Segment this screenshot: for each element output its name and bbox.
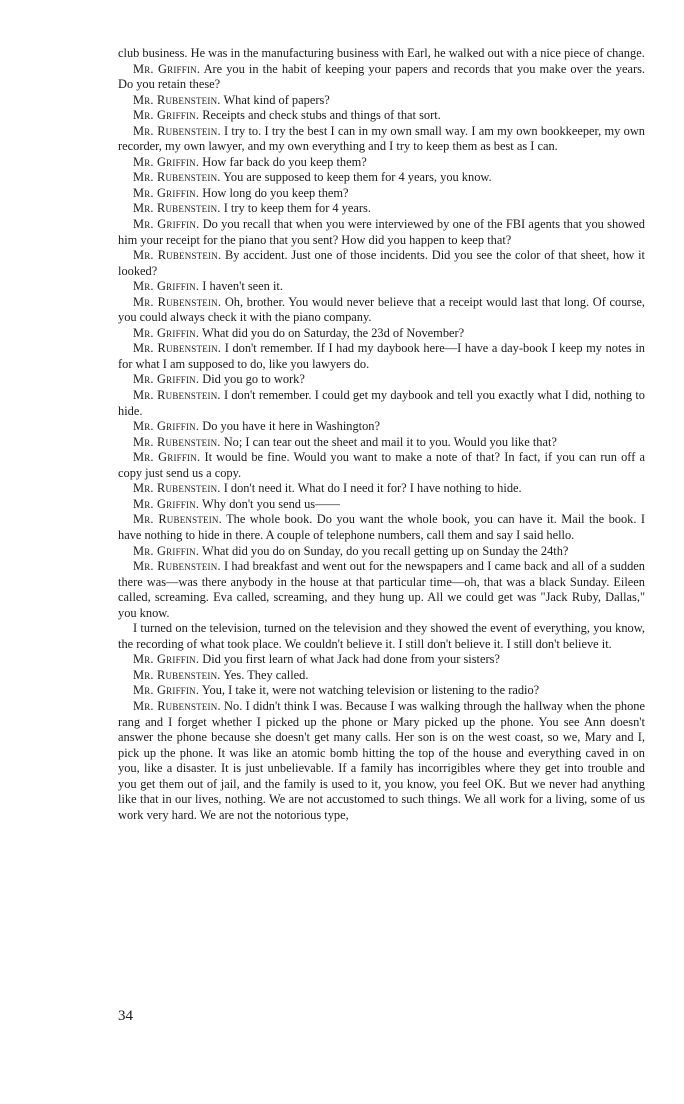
transcript-paragraph <box>118 512 645 543</box>
paragraph-text: No. I didn't think I was. Because I was walking through the hallway when the phone rang and I forget whether I picked up the phone or Mary picked up the phone. You see Ann doesn't answer the phone because she doesn't get many calls. Her son is on the west coast, so we, Mary and I, pick up the phone. It was like an atomic bomb hitting the top of the house and everything caved in on you, like a disaster. It is just unbelievable. If a family has incorrigibles where they get into trouble and you get them out of jail, and the family is used to it, you know, you feel OK. But we never had anything like that in our lives, nothing. We are not accustomed to such things. We all work for a living, some of us work very hard. We are not the notorious type, <box>118 698 645 822</box>
speaker-label: Mr. Rubenstein. <box>133 512 222 527</box>
paragraph-text: How long do you keep them? <box>202 185 349 200</box>
transcript-paragraph <box>118 668 645 684</box>
speaker-label: Mr. Griffin. <box>133 683 200 698</box>
paragraph-text: I try to. I try the best I can in my own small way. I am my own bookkeeper, my own recorder, my own lawyer, and my own everything and I try to keep them as best as I can. <box>118 123 645 154</box>
paragraph-text: Receipts and check stubs and things of that sort. <box>202 108 441 123</box>
paragraph-text: Yes. They called. <box>223 667 309 682</box>
paragraph-text: Did you first learn of what Jack had done from your sisters? <box>202 652 500 667</box>
paragraph-text: Did you go to work? <box>202 372 305 387</box>
paragraph-text: I had breakfast and went out for the newspapers and I came back and all of a sudden there was—was there anybody in the house at that particular time—oh, that was a black Sunday. Eileen called, screaming. Eva called, screaming, and they hung up. All we could get was "Jack Ruby, Dallas," you know. <box>118 559 645 620</box>
transcript-paragraph <box>118 621 645 652</box>
transcript-paragraph <box>118 93 645 109</box>
transcript-page <box>118 46 645 823</box>
paragraph-text: I don't remember. If I had my daybook here—I have a day-book I keep my notes in for what I am supposed to do, like you lawyers do. <box>118 341 645 371</box>
speaker-label: Mr. Rubenstein. <box>133 698 221 713</box>
paragraph-text: Oh, brother. You would never believe that a receipt would last that long. Of course, you could always check it with the piano company. <box>118 294 645 325</box>
transcript-paragraph <box>118 201 645 217</box>
speaker-label: Mr. Rubenstein. <box>133 123 221 138</box>
transcript-paragraph <box>118 652 645 668</box>
speaker-label: Mr. Griffin. <box>133 108 200 123</box>
speaker-label: Mr. Griffin. <box>133 61 201 76</box>
transcript-paragraph <box>118 699 645 823</box>
speaker-label: Mr. Griffin. <box>133 325 200 340</box>
transcript-paragraph <box>118 683 645 699</box>
speaker-label: Mr. Rubenstein. <box>133 92 221 107</box>
speaker-label: Mr. Griffin. <box>133 543 200 558</box>
transcript-paragraph <box>118 62 645 93</box>
speaker-label: Mr. Griffin. <box>133 450 201 465</box>
speaker-label: Mr. Griffin. <box>133 419 200 434</box>
speaker-label: Mr. Rubenstein. <box>133 248 222 263</box>
paragraph-text: You, I take it, were not watching television or listening to the radio? <box>201 683 540 698</box>
transcript-paragraph <box>118 217 645 248</box>
transcript-paragraph <box>118 419 645 435</box>
transcript-paragraph <box>118 559 645 621</box>
transcript-paragraph <box>118 124 645 155</box>
speaker-label: Mr. Rubenstein. <box>133 388 221 403</box>
transcript-paragraph <box>118 279 645 295</box>
speaker-label: Mr. Griffin. <box>133 279 200 294</box>
transcript-paragraph <box>118 544 645 560</box>
speaker-label: Mr. Rubenstein. <box>133 667 221 682</box>
transcript-paragraph <box>118 186 645 202</box>
page-number: 34 <box>118 1008 133 1024</box>
paragraph-text: Are you in the habit of keeping your papers and records that you make over the years. Do you retain these? <box>118 61 645 92</box>
transcript-paragraph <box>118 170 645 186</box>
speaker-label: Mr. Griffin. <box>133 372 200 387</box>
speaker-label: Mr. Rubenstein. <box>133 481 221 496</box>
speaker-label: Mr. Rubenstein. <box>133 434 221 449</box>
paragraph-text: What did you do on Saturday, the 23d of November? <box>202 325 465 340</box>
speaker-label: Mr. Griffin. <box>133 185 200 200</box>
paragraph-text: I don't need it. What do I need it for? I have nothing to hide. <box>223 481 522 496</box>
paragraph-text: You are supposed to keep them for 4 years, you know. <box>223 170 492 185</box>
paragraph-text: I haven't seen it. <box>202 279 283 294</box>
paragraph-text: The whole book. Do you want the whole book, you can have it. Mail the book. I have nothing to hide in there. A couple of telephone numbers, call them and say I said hello. <box>118 512 646 542</box>
speaker-label: Mr. Griffin. <box>133 154 200 169</box>
paragraph-text: It would be fine. Would you want to make a note of that? In fact, if you can run off a copy just send us a copy. <box>118 450 645 480</box>
transcript-paragraph <box>118 248 645 279</box>
transcript-paragraph <box>118 372 645 388</box>
speaker-label: Mr. Rubenstein. <box>133 341 222 356</box>
paragraph-text: Do you recall that when you were interviewed by one of the FBI agents that you showed him your receipt for the piano that you sent? How did you happen to keep that? <box>118 217 645 247</box>
transcript-paragraph <box>118 46 645 62</box>
transcript-paragraph <box>118 388 645 419</box>
paragraph-text: What did you do on Sunday, do you recall getting up on Sunday the 24th? <box>202 543 569 558</box>
paragraph-text: How far back do you keep them? <box>202 154 367 169</box>
paragraph-text: I try to keep them for 4 years. <box>223 201 371 216</box>
paragraph-text: club business. He was in the manufacturing business with Earl, he walked out with a nice piece of change. <box>118 46 645 60</box>
transcript-paragraph <box>118 341 645 372</box>
speaker-label: Mr. Griffin. <box>133 217 200 232</box>
paragraph-text: What kind of papers? <box>223 92 330 107</box>
speaker-label: Mr. Rubenstein. <box>133 294 222 309</box>
speaker-label: Mr. Rubenstein. <box>133 559 221 574</box>
speaker-label: Mr. Griffin. <box>133 652 200 667</box>
transcript-paragraph <box>118 295 645 326</box>
transcript-paragraph <box>118 450 645 481</box>
paragraph-text: No; I can tear out the sheet and mail it to you. Would you like that? <box>223 434 557 449</box>
transcript-paragraph <box>118 326 645 342</box>
speaker-label: Mr. Rubenstein. <box>133 201 221 216</box>
transcript-paragraph <box>118 108 645 124</box>
paragraph-text: Do you have it here in Washington? <box>202 419 380 434</box>
transcript-paragraph <box>118 481 645 497</box>
transcript-paragraph <box>118 435 645 451</box>
transcript-paragraph <box>118 497 645 513</box>
paragraph-text: Why don't you send us—— <box>202 496 340 511</box>
speaker-label: Mr. Griffin. <box>133 496 200 511</box>
paragraph-text: I don't remember. I could get my daybook and tell you exactly what I did, nothing to hide. <box>118 388 645 418</box>
speaker-label: Mr. Rubenstein. <box>133 170 221 185</box>
paragraph-text: By accident. Just one of those incidents. Did you see the color of that sheet, how it looked? <box>118 248 645 278</box>
paragraph-text: I turned on the television, turned on the television and they showed the event of everything, you know, the recording of what took place. We couldn't believe it. I still don't believe it. I still don't believe it. <box>118 621 645 651</box>
transcript-paragraph <box>118 155 645 171</box>
